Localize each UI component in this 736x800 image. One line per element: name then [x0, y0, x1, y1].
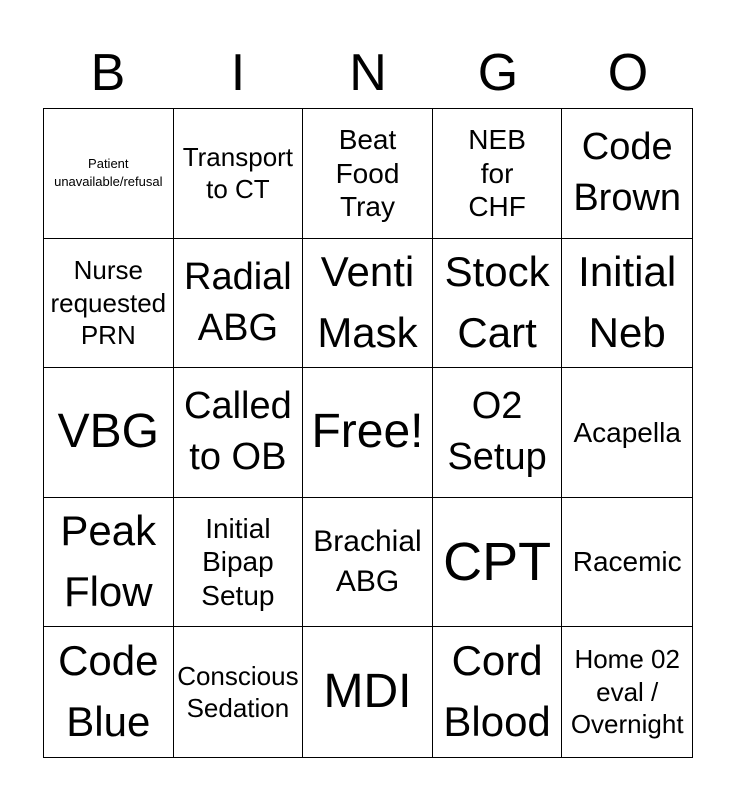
header-letter-g: G	[477, 44, 519, 102]
bingo-cell[interactable]	[433, 239, 563, 369]
bingo-board	[43, 108, 693, 758]
bingo-cell[interactable]	[174, 627, 304, 757]
bingo-cell[interactable]	[433, 368, 563, 498]
cell-text: Venti Mask	[317, 248, 418, 356]
cell-text: Patient unavailable/refusal	[54, 156, 163, 190]
cell-text: Radial ABG	[184, 255, 292, 349]
cell-text: O2 Setup	[447, 385, 547, 479]
cell-text: VBG	[57, 405, 159, 459]
bingo-cell[interactable]	[174, 239, 304, 369]
bingo-cell[interactable]	[433, 627, 563, 757]
cell-text: Beat Food Tray	[335, 123, 400, 223]
cell-text: Stock Cart	[444, 248, 550, 356]
bingo-cell[interactable]	[562, 239, 692, 369]
cell-text: CPT	[443, 532, 552, 593]
bingo-cell[interactable]	[303, 239, 433, 369]
bingo-cell[interactable]	[433, 109, 563, 239]
free-cell[interactable]	[303, 368, 433, 498]
cell-text: Brachial ABG	[313, 524, 422, 599]
cell-text: Nurse requested PRN	[50, 255, 167, 351]
bingo-cell[interactable]	[44, 498, 174, 628]
cell-text: MDI	[323, 665, 412, 718]
cell-text: Free!	[311, 405, 424, 459]
bingo-cell[interactable]	[303, 109, 433, 239]
cell-text: Initial Neb	[578, 248, 677, 356]
cell-text: Called to OB	[184, 385, 292, 479]
cell-text: Initial Bipap Setup	[201, 512, 275, 611]
cell-text: NEB for CHF	[468, 123, 526, 223]
bingo-cell[interactable]	[174, 109, 304, 239]
cell-text: Peak Flow	[60, 507, 157, 616]
bingo-cell[interactable]	[44, 109, 174, 239]
bingo-header	[43, 38, 693, 108]
cell-text: Home 02 eval / Overnight	[570, 644, 684, 740]
bingo-cell[interactable]	[562, 109, 692, 239]
cell-text: Code Brown	[573, 126, 682, 220]
cell-text: Cord Blood	[443, 637, 551, 746]
bingo-cell[interactable]	[44, 239, 174, 369]
header-letter-b: B	[90, 44, 126, 102]
bingo-cell[interactable]	[44, 368, 174, 498]
cell-text: Acapella	[573, 416, 681, 448]
header-letter-o: O	[607, 44, 649, 102]
bingo-cell[interactable]	[562, 498, 692, 628]
header-letter-n: N	[349, 44, 387, 102]
cell-text: Conscious Sedation	[177, 660, 299, 724]
bingo-cell[interactable]	[303, 498, 433, 628]
bingo-cell[interactable]	[433, 498, 563, 628]
bingo-cell[interactable]	[562, 627, 692, 757]
bingo-cell[interactable]	[174, 368, 304, 498]
cell-text: Code Blue	[58, 637, 159, 746]
bingo-cell[interactable]	[562, 368, 692, 498]
cell-text: Racemic	[572, 546, 682, 578]
cell-text: Transport to CT	[182, 141, 294, 205]
header-letter-i: I	[230, 44, 246, 102]
bingo-cell[interactable]	[44, 627, 174, 757]
bingo-cell[interactable]	[174, 498, 304, 628]
bingo-cell[interactable]	[303, 627, 433, 757]
